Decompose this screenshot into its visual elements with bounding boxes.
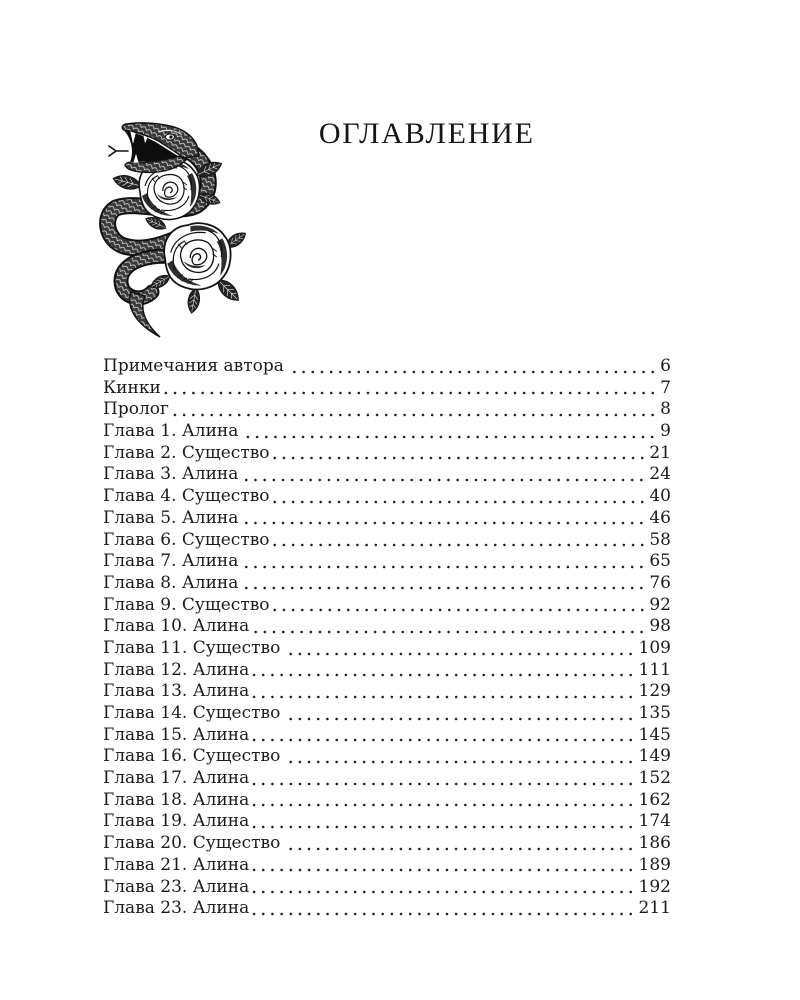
- toc-entry-page-number: 174: [638, 811, 671, 832]
- dot-leader: [283, 746, 636, 768]
- toc-entry-page-number: 58: [649, 529, 671, 550]
- toc-entry-title: Глава 16. Существо: [103, 746, 281, 767]
- toc-entry-page-number: 21: [649, 442, 671, 463]
- toc-entry-title: Глава 15. Алина: [103, 724, 250, 745]
- toc-entry-page-number: 111: [638, 659, 671, 680]
- toc-entry-title: Глава 12. Алина: [103, 659, 250, 680]
- dot-leader: [164, 378, 658, 400]
- leaf: [112, 172, 143, 192]
- toc-entry-title: Глава 1. Алина: [103, 421, 239, 442]
- toc-entry: [103, 725, 671, 747]
- dot-leader: [252, 790, 636, 812]
- toc-entry-title: Глава 11. Существо: [103, 637, 281, 658]
- dot-leader: [241, 573, 647, 595]
- toc-entry: [103, 660, 671, 682]
- dot-leader: [273, 443, 648, 465]
- toc-entry: [103, 768, 671, 790]
- toc-entry: [103, 811, 671, 833]
- dot-leader: [241, 421, 658, 443]
- toc-entry-title: Глава 17. Алина: [103, 768, 250, 789]
- toc-entry-title: Глава 13. Алина: [103, 681, 250, 702]
- toc-entry: [103, 551, 671, 573]
- toc-entry-page-number: 211: [638, 898, 671, 919]
- toc-entry-title: Глава 4. Существо: [103, 486, 270, 507]
- dot-leader: [241, 508, 647, 530]
- toc-entry-title: Пролог: [103, 399, 169, 420]
- toc-entry-title: Глава 7. Алина: [103, 551, 239, 572]
- toc-entry-title: Кинки: [103, 377, 161, 398]
- toc-entry-page-number: 149: [638, 746, 671, 767]
- toc-entry-title: Глава 3. Алина: [103, 464, 239, 485]
- toc-entry: [103, 573, 671, 595]
- dot-leader: [287, 356, 658, 378]
- toc-entry: [103, 616, 671, 638]
- toc-entry-title: Глава 9. Существо: [103, 594, 270, 615]
- toc-entry: [103, 421, 671, 443]
- dot-leader: [273, 530, 648, 552]
- toc-entry: [103, 486, 671, 508]
- toc-entry-page-number: 65: [649, 551, 671, 572]
- toc-entry-page-number: 98: [649, 616, 671, 637]
- dot-leader: [252, 681, 636, 703]
- toc-entry: [103, 443, 671, 465]
- dot-leader: [252, 811, 636, 833]
- dot-leader: [252, 877, 636, 899]
- toc-entry: [103, 530, 671, 552]
- dot-leader: [273, 486, 648, 508]
- snake-rose-icon: [98, 116, 250, 340]
- toc-entry-page-number: 109: [638, 637, 671, 658]
- dot-leader: [283, 703, 636, 725]
- toc-entry-page-number: 192: [638, 876, 671, 897]
- toc-entry-title: Примечания автора: [103, 356, 284, 376]
- leaf: [186, 287, 202, 314]
- toc-entry: [103, 638, 671, 660]
- toc-entry-page-number: 24: [649, 464, 671, 485]
- dot-leader: [283, 638, 636, 660]
- toc-entry: [103, 833, 671, 855]
- toc-entry: [103, 508, 671, 530]
- toc-entry: [103, 681, 671, 703]
- toc-entry: [103, 790, 671, 812]
- snake-tongue: [109, 146, 128, 156]
- page-title: ОГЛАВЛЕНИЕ: [318, 117, 535, 150]
- toc-entry-page-number: 152: [638, 768, 671, 789]
- dot-leader: [252, 855, 636, 877]
- dot-leader: [252, 725, 636, 747]
- toc-entry: [103, 399, 671, 421]
- toc-entry-title: Глава 6. Существо: [103, 529, 270, 550]
- toc-entry-page-number: 129: [638, 681, 671, 702]
- dot-leader: [172, 399, 658, 421]
- toc-entry: [103, 855, 671, 877]
- toc-entry-page-number: 162: [638, 789, 671, 810]
- toc-entry: [103, 378, 671, 400]
- toc-entry-page-number: 6: [660, 356, 671, 376]
- toc-entry: [103, 703, 671, 725]
- toc-entry: [103, 877, 671, 899]
- toc-entry-title: Глава 10. Алина: [103, 616, 250, 637]
- toc-entry-page-number: 40: [649, 486, 671, 507]
- toc-entry-page-number: 9: [660, 421, 671, 442]
- dot-leader: [252, 660, 636, 682]
- toc-entry: [103, 595, 671, 617]
- toc-entry-title: Глава 5. Алина: [103, 507, 239, 528]
- toc-entry-page-number: 92: [649, 594, 671, 615]
- toc-entry-page-number: 8: [660, 399, 671, 420]
- dot-leader: [252, 898, 636, 920]
- toc-entry-page-number: 189: [638, 854, 671, 875]
- dot-leader: [273, 595, 648, 617]
- dot-leader: [283, 833, 636, 855]
- toc-entry-page-number: 135: [638, 703, 671, 723]
- toc-entry-title: Глава 14. Существо: [103, 703, 281, 723]
- toc-entry: [103, 898, 671, 920]
- table-of-contents: [103, 356, 671, 920]
- dot-leader: [252, 616, 647, 638]
- toc-entry: [103, 746, 671, 768]
- toc-entry-title: Глава 18. Алина: [103, 789, 250, 810]
- dot-leader: [252, 768, 636, 790]
- toc-entry-page-number: 46: [649, 507, 671, 528]
- toc-entry-title: Глава 19. Алина: [103, 811, 250, 832]
- toc-entry-page-number: 145: [638, 724, 671, 745]
- toc-entry: [103, 464, 671, 486]
- toc-entry-title: Глава 20. Существо: [103, 833, 281, 854]
- toc-entry-page-number: 186: [638, 833, 671, 854]
- toc-entry-title: Глава 21. Алина: [103, 854, 250, 875]
- toc-entry-title: Глава 8. Алина: [103, 572, 239, 593]
- toc-entry-title: Глава 23. Алина: [103, 898, 250, 919]
- dot-leader: [241, 551, 647, 573]
- toc-entry-page-number: 7: [660, 377, 671, 398]
- toc-entry-title: Глава 23. Алина: [103, 876, 250, 897]
- rose-lower: [164, 223, 230, 289]
- dot-leader: [241, 464, 647, 486]
- toc-entry-title: Глава 2. Существо: [103, 442, 270, 463]
- toc-entry-page-number: 76: [649, 572, 671, 593]
- toc-entry: [103, 356, 671, 378]
